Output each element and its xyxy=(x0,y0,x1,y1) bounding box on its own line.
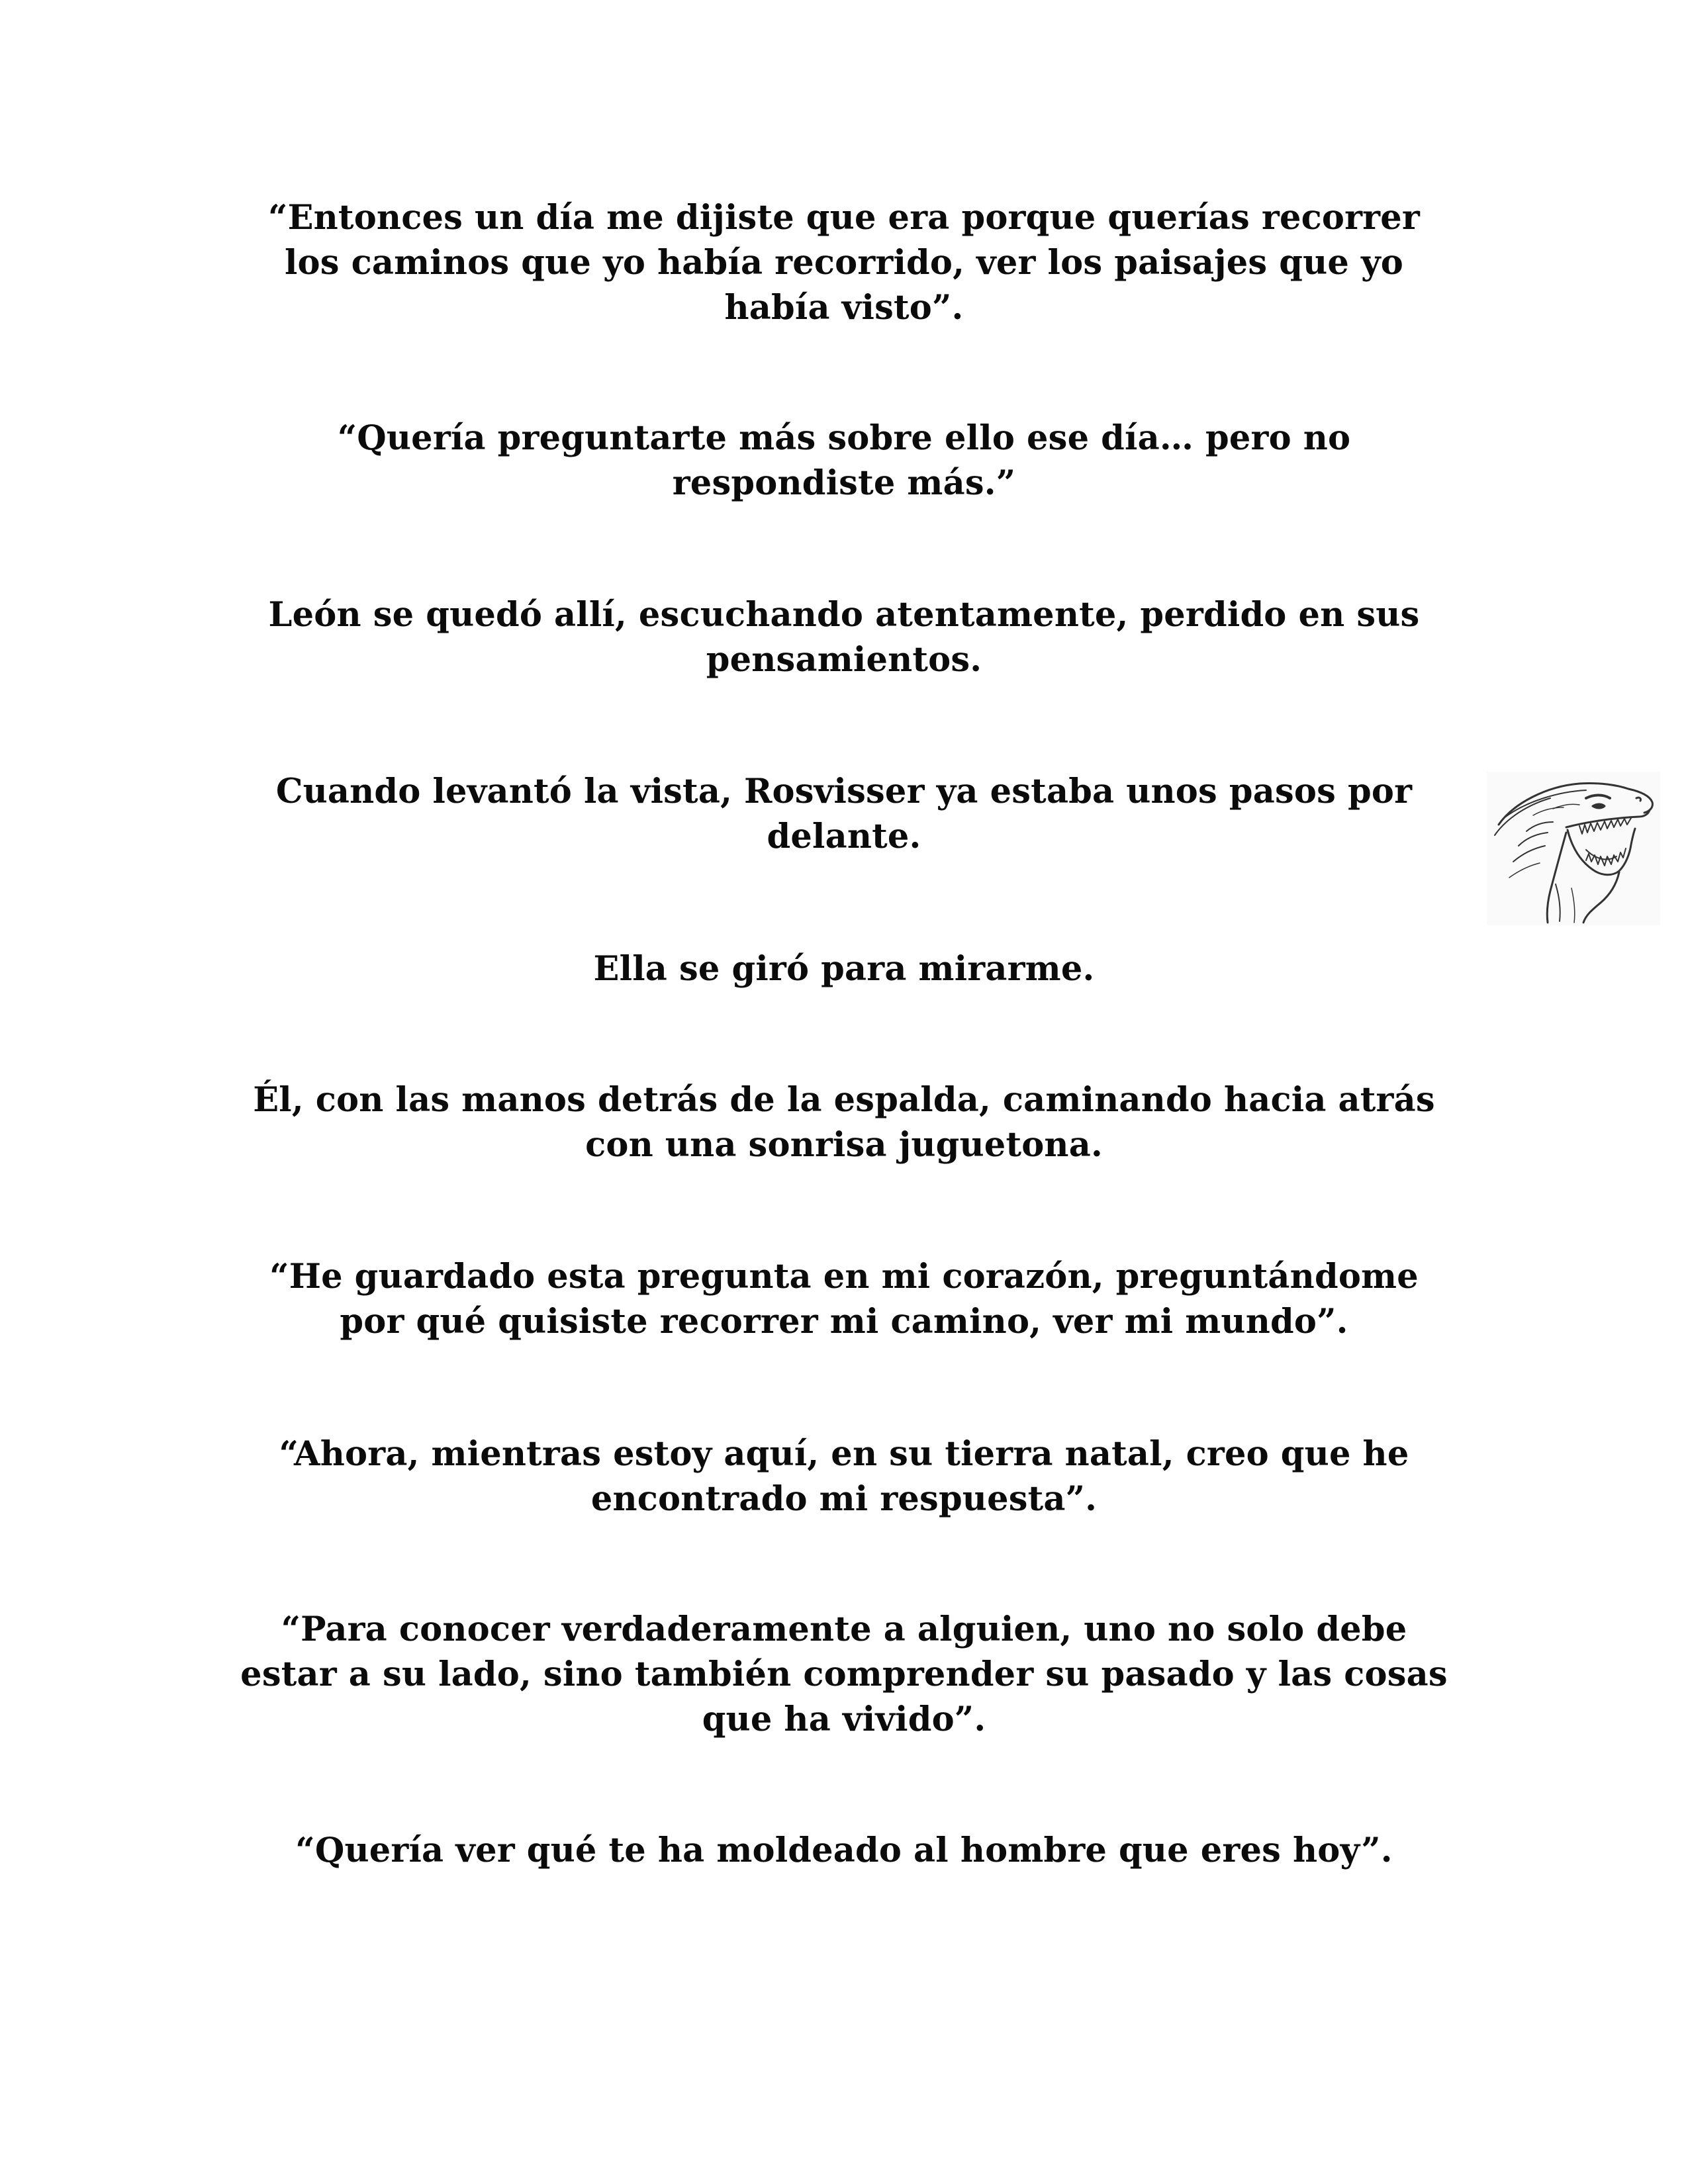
paragraph-3 xyxy=(218,592,1470,682)
text-line: León se quedó allí, escuchando atentamente, perdido en sus xyxy=(268,595,1420,635)
text-line: “Quería ver qué te ha moldeado al hombre que eres hoy”. xyxy=(295,1831,1393,1870)
paragraph-6 xyxy=(218,1077,1470,1167)
text-line: los caminos que yo había recorrido, ver los paisajes que yo xyxy=(284,243,1404,283)
dinosaur-head-sketch-icon xyxy=(1487,772,1660,925)
text-line: “Para conocer verdaderamente a alguien, uno no solo debe xyxy=(281,1610,1407,1649)
paragraph-7 xyxy=(218,1254,1470,1344)
text-line: “Quería preguntarte más sobre ello ese día… pero no xyxy=(337,418,1351,458)
paragraph-9 xyxy=(218,1607,1470,1742)
text-line: pensamientos. xyxy=(706,640,982,680)
text-line: Ella se giró para mirarme. xyxy=(593,949,1095,989)
paragraph-2 xyxy=(218,416,1470,506)
text-line: por qué quisiste recorrer mi camino, ver mi mundo”. xyxy=(340,1302,1348,1342)
text-line: había visto”. xyxy=(724,288,964,328)
text-line: delante. xyxy=(767,817,921,856)
text-line: “Ahora, mientras estoy aquí, en su tierra natal, creo que he xyxy=(279,1434,1409,1474)
text-line: encontrado mi respuesta”. xyxy=(590,1479,1098,1519)
text-line: “He guardado esta pregunta en mi corazón, preguntándome xyxy=(269,1257,1419,1297)
text-line: con una sonrisa juguetona. xyxy=(585,1125,1103,1165)
text-line: estar a su lado, sino también comprender su pasado y las cosas xyxy=(240,1655,1448,1694)
paragraph-4 xyxy=(218,769,1470,859)
text-line: “Entonces un día me dijiste que era porque querías recorrer xyxy=(268,198,1420,238)
paragraph-10 xyxy=(218,1828,1470,1873)
text-line: Él, con las manos detrás de la espalda, caminando hacia atrás xyxy=(253,1080,1435,1120)
text-line: Cuando levantó la vista, Rosvisser ya estaba unos pasos por xyxy=(275,772,1413,811)
text-line: que ha vivido”. xyxy=(702,1700,986,1739)
text-line: respondiste más.” xyxy=(672,463,1016,503)
paragraph-5 xyxy=(218,946,1470,991)
paragraph-1 xyxy=(218,195,1470,330)
paragraph-8 xyxy=(218,1432,1470,1522)
